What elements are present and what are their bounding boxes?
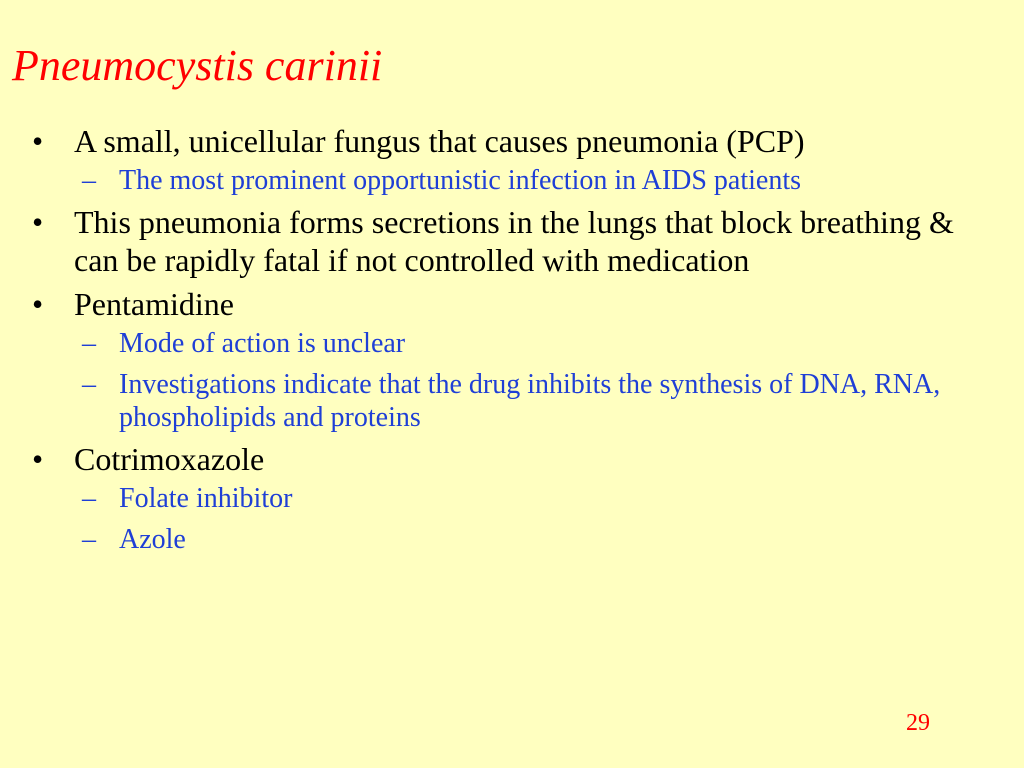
sub-bullet-text: The most prominent opportunistic infection in AIDS patients <box>119 165 802 196</box>
dash-icon: – <box>82 369 96 400</box>
sub-bullet-text: Mode of action is unclear <box>119 328 406 359</box>
sub-bullet-item <box>74 164 1001 197</box>
slide-title: Pneumocystis carinii <box>12 41 383 90</box>
bullet-dot-icon: • <box>32 286 44 322</box>
sub-bullet-item <box>74 368 1001 434</box>
sub-bullet-list <box>74 482 1001 556</box>
bullet-text: This pneumonia forms secretions in the lungs that block breathing & can be rapidly fatal if not controlled with medication <box>74 204 954 278</box>
bullet-dot-icon: • <box>32 441 44 477</box>
bullet-dot-icon: • <box>32 123 44 159</box>
bullet-list <box>31 122 1001 556</box>
bullet-text: Cotrimoxazole <box>74 441 265 477</box>
sub-bullet-item <box>74 482 1001 515</box>
bullet-item <box>31 203 1001 279</box>
bullet-text: Pentamidine <box>74 286 234 322</box>
sub-bullet-list <box>74 164 1001 197</box>
page-number: 29 <box>906 710 930 736</box>
bullet-dot-icon: • <box>32 204 44 240</box>
sub-bullet-list <box>74 327 1001 434</box>
dash-icon: – <box>82 328 96 359</box>
sub-bullet-item <box>74 327 1001 360</box>
sub-bullet-item <box>74 523 1001 556</box>
sub-bullet-text: Azole <box>119 524 186 555</box>
bullet-item <box>31 440 1001 556</box>
sub-bullet-text: Folate inhibitor <box>119 483 293 514</box>
dash-icon: – <box>82 483 96 514</box>
bullet-item <box>31 122 1001 197</box>
sub-bullet-text: Investigations indicate that the drug inhibits the synthesis of DNA, RNA, phospholipids and proteins <box>119 369 941 433</box>
dash-icon: – <box>82 524 96 555</box>
bullet-item <box>31 285 1001 434</box>
dash-icon: – <box>82 165 96 196</box>
bullet-text: A small, unicellular fungus that causes pneumonia (PCP) <box>74 123 805 159</box>
